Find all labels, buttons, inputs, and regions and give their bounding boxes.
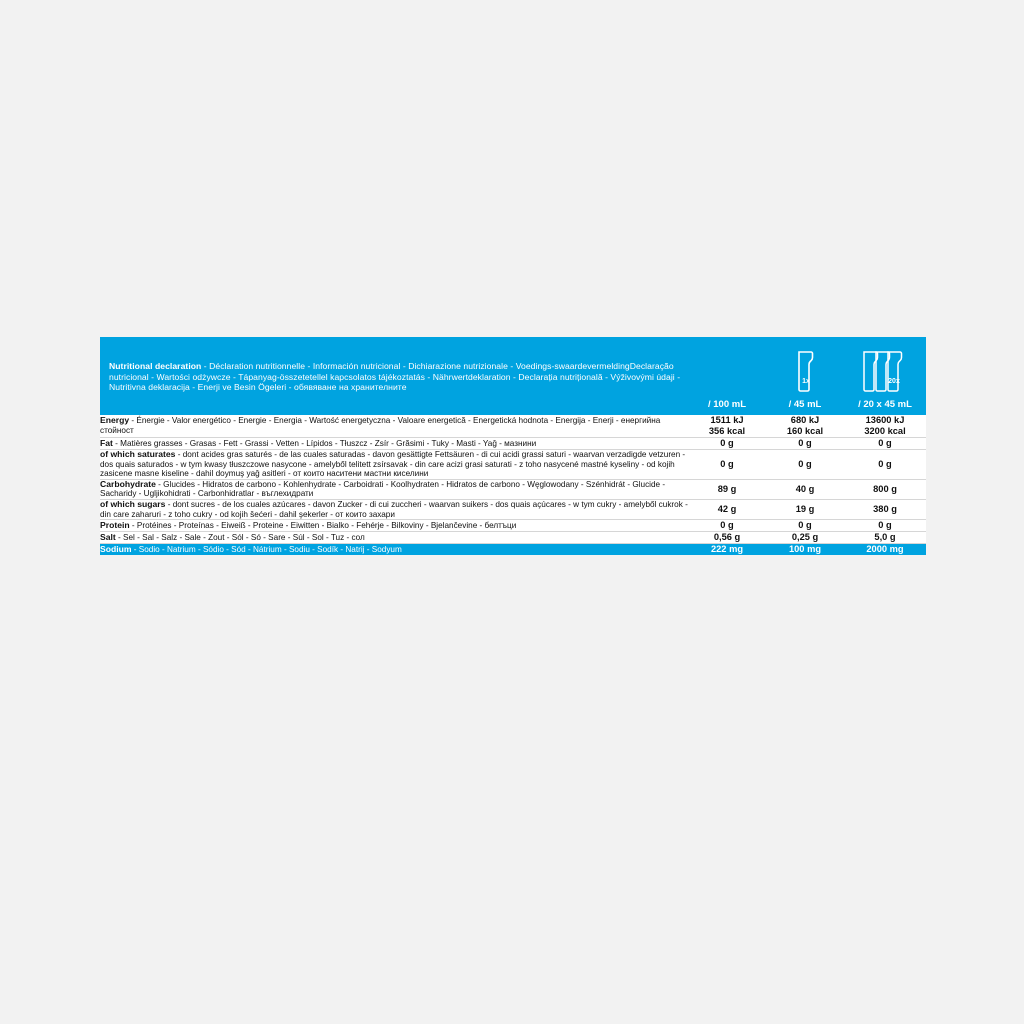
nutrient-value-cell: 89 g (688, 479, 766, 499)
nutrient-value-cell: 0 g (688, 520, 766, 532)
table-row (100, 544, 926, 556)
svg-text:20x: 20x (888, 378, 900, 385)
nutrient-translations: - Sel - Sal - Salz - Sale - Zout - Sól - Só - Sare - Súl - Sol - Tuz - сол (115, 532, 365, 542)
nutrient-translations: - dont sucres - de los cuales azúcares - davon Zucker - di cui zuccheri - waarvan suikers - dos quais açúcares - w tym cukry - amelyből cukrok - din care zaharuri - z toho cukry - od kojih šećeri - dahil şekerler - от които захари (100, 499, 688, 519)
nutrition-table (100, 337, 926, 555)
nutrient-value-cell: 0 g (688, 450, 766, 480)
nutrient-label-cell (100, 450, 688, 480)
title-languages: - Déclaration nutritionnelle - Información nutricional - Dichiarazione nutrizionale - Voedings-swaardevermeldingDeclaração nutricional - Wartości odżywcze - Tápanyag-összetetellel kapcsolatos tájékoztatás - Nährwertdeklaration - Declarația nutrițională - Výživovými údaji - Nutritivna deklaracija - Enerji ve Besin Ögeleri - обявяване на хранителните (109, 361, 681, 393)
table-row (100, 479, 926, 499)
nutrient-label-cell (100, 438, 688, 450)
table-row (100, 532, 926, 544)
nutrient-label-cell (100, 544, 688, 556)
header-col-45ml (766, 337, 844, 415)
nutrient-value-cell: 1511 kJ 356 kcal (688, 415, 766, 438)
nutrient-value-cell: 19 g (766, 499, 844, 519)
nutrient-translations: - Matières grasses - Grasas - Fett - Grassi - Vetten - Lípidos - Tłuszcz - Zsír - Grăsimi - Tuky - Masti - Yağ - мазнини (112, 438, 537, 448)
nutrient-name: of which sugars (100, 498, 166, 509)
table-row (100, 438, 926, 450)
gel-sachet-icon (766, 344, 844, 394)
unit-label-20x45ml: / 20 x 45 mL (858, 399, 912, 410)
nutrient-value-cell: 0 g (844, 520, 926, 532)
nutrient-value-cell: 680 kJ 160 kcal (766, 415, 844, 438)
nutrient-value-cell: 0,25 g (766, 532, 844, 544)
table-row (100, 520, 926, 532)
nutrient-value-cell: 380 g (844, 499, 926, 519)
nutrient-name: Energy (100, 415, 130, 426)
nutrition-table-container (100, 337, 926, 555)
nutrient-name: Protein (100, 519, 130, 530)
nutrient-value-cell: 0 g (688, 438, 766, 450)
header-col-20x45ml (844, 337, 926, 415)
nutrient-value-cell: 0 g (766, 438, 844, 450)
nutrient-label-cell (100, 520, 688, 532)
nutrient-value-cell: 0 g (766, 520, 844, 532)
nutrient-value-cell: 42 g (688, 499, 766, 519)
nutrient-value-cell: 0,56 g (688, 532, 766, 544)
nutrient-translations: - Glucides - Hidratos de carbono - Kohlenhydrate - Carboidrati - Koolhydraten - Hidratos de carbono - Węglowodany - Szénhidrát - Glucide - Sacharidy - Ugljikohidrati - Carbonhidratlar - въглехидрати (100, 479, 666, 499)
table-row (100, 499, 926, 519)
table-row (100, 415, 926, 438)
nutrient-name: Salt (100, 531, 116, 542)
nutrient-value-cell: 800 g (844, 479, 926, 499)
nutrient-label-cell (100, 415, 688, 438)
gel-sachet-multipack-icon (844, 344, 926, 394)
nutrient-value-cell: 100 mg (766, 544, 844, 556)
nutrient-name: of which saturates (100, 449, 176, 459)
nutrient-value-cell: 222 mg (688, 544, 766, 556)
nutrient-label-cell (100, 479, 688, 499)
nutrient-value-cell: 0 g (844, 450, 926, 480)
svg-text:1x: 1x (802, 378, 810, 385)
nutrient-translations: - Sodio - Natrium - Sódio - Sód - Nátrium - Sodiu - Sodík - Natrij - Sodyum (131, 544, 402, 554)
nutrient-name: Fat (100, 437, 113, 448)
header-col-100ml (688, 337, 766, 415)
unit-label-100ml: / 100 mL (707, 399, 747, 410)
nutrient-value-cell: 13600 kJ 3200 kcal (844, 415, 926, 438)
title-bold-part: Nutritional declaration (109, 361, 202, 372)
nutrient-value-cell: 0 g (766, 450, 844, 480)
nutrient-translations: - dont acides gras saturés - de las cuales saturadas - davon gesättigte Fettsäuren - di cui acidi grassi saturi - waarvan verzadigde vetzuren - dos quais saturados - w tym kwasy tłuszczowe nasycone - amelyből telitett zsírsavak - din care acizi grasi saturati - z toho nasycené mastné kyseliny - od kojih zasicene masne kiseline - dahil doymuş yağ asitleri - от които наситени мастни киселини (100, 450, 686, 479)
nutrient-value-cell: 5,0 g (844, 532, 926, 544)
nutrient-translations: - Énergie - Valor energético - Energie - Energia - Wartość energetyczna - Valoare energetică - Energetická hodnota - Energija - Enerji - енергийна стойност (100, 416, 661, 435)
nutrient-name: Carbohydrate (100, 478, 156, 489)
table-row (100, 450, 926, 480)
nutrient-label-cell (100, 499, 688, 519)
table-header-row (100, 337, 926, 415)
header-title-cell (100, 337, 688, 415)
nutrient-name: Sodium (100, 543, 132, 554)
unit-label-45ml: / 45 mL (788, 399, 822, 410)
nutrient-value-cell: 2000 mg (844, 544, 926, 556)
nutritional-declaration-title (100, 353, 688, 399)
nutrient-value-cell: 40 g (766, 479, 844, 499)
nutrient-value-cell: 0 g (844, 438, 926, 450)
nutrient-translations: - Protéines - Proteínas - Eiweiß - Proteine - Eiwitten - Bialko - Fehérje - Bilkoviny - Bjelančevine - белтъци (129, 520, 517, 530)
nutrient-label-cell (100, 532, 688, 544)
